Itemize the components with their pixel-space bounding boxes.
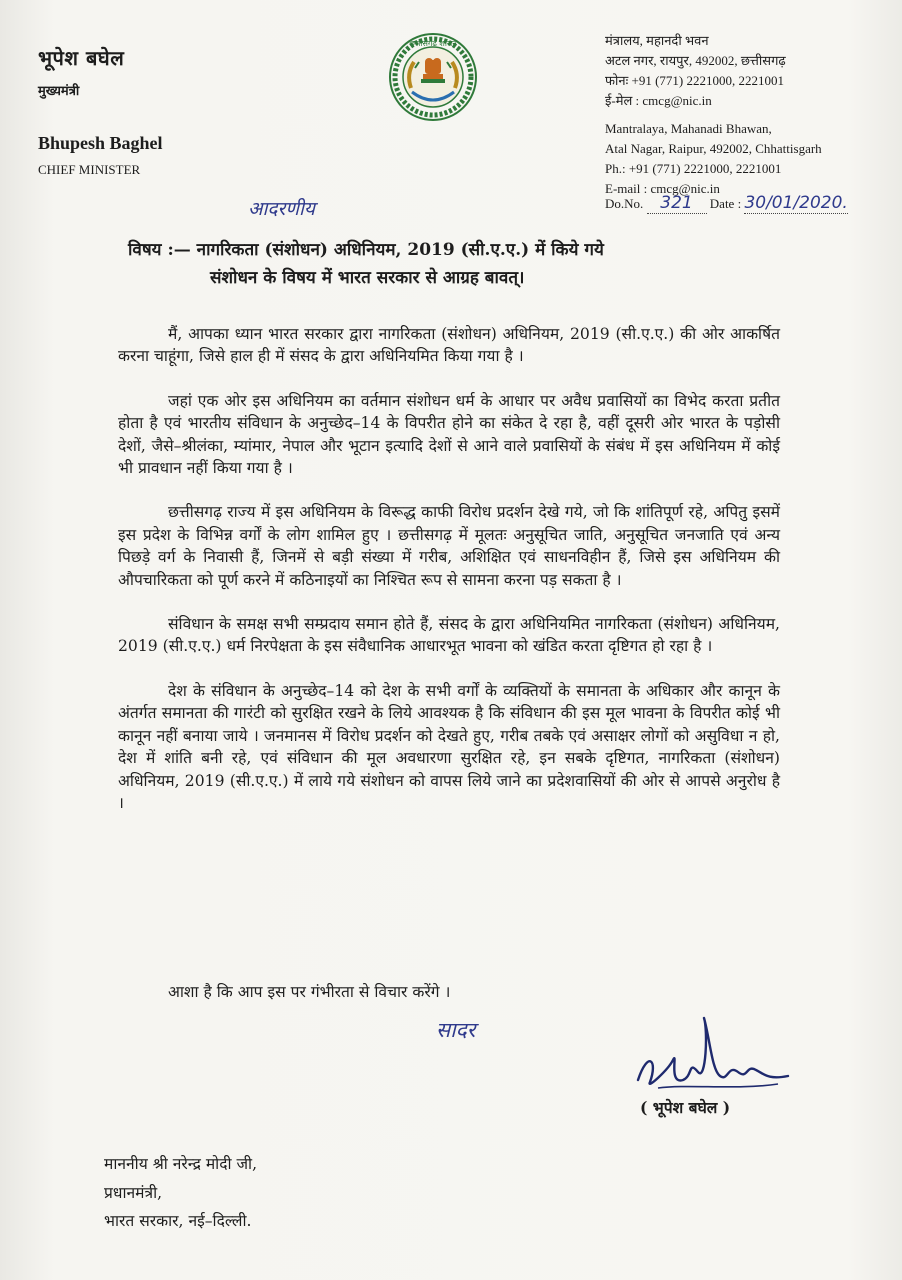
addressee-line1: माननीय श्री नरेन्द्र मोदी जी, <box>104 1155 258 1173</box>
letter-body <box>118 323 780 836</box>
address-hindi-line1: मंत्रालय, महानदी भवन <box>605 33 709 48</box>
body-paragraph: मैं, आपका ध्यान भारत सरकार द्वारा नागरिकता (संशोधन) अधिनियम, 2019 (सी.ए.ए.) की ओर आकर्षित करना चाहूंगा, जिसे हाल ही में संसद के द्वारा अधिनियमित किया गया है । <box>118 325 780 366</box>
office-address-block <box>605 31 822 199</box>
address-english-line2: Atal Nagar, Raipur, 492002, Chhattisgarh <box>605 141 822 156</box>
handwritten-salutation: आदरणीय <box>248 198 315 220</box>
sender-title-hindi: मुख्यमंत्री <box>38 84 80 99</box>
date-value: 30/01/2020. <box>744 193 848 213</box>
address-english-line1: Mantralaya, Mahanadi Bhawan, <box>605 121 772 136</box>
handwritten-regards: सादर <box>436 1018 476 1042</box>
addressee-line2: प्रधानमंत्री, <box>104 1183 163 1202</box>
body-paragraph: संविधान के समक्ष सभी सम्प्रदाय समान होते हैं, संसद के द्वारा अधिनियमित नागरिकता (संशोधन) अधिनियम, 2019 (सी.ए.ए.) धर्म निरपेक्षता के इस संवैधानिक आधारभूत भावना को खंडित करता दृष्टिगत हो रहा है । <box>118 615 780 656</box>
addressee-block <box>104 1150 257 1236</box>
signatory-name: ( भूपेश बघेल ) <box>640 1098 731 1117</box>
date-label: Date : <box>709 196 742 211</box>
sender-block <box>38 44 163 178</box>
sender-name-hindi: भूपेश बघेल <box>38 46 125 70</box>
closing-line: आशा है कि आप इस पर गंभीरता से विचार करेंगे । <box>168 983 451 1001</box>
do-number: 321 <box>660 193 693 213</box>
reference-line <box>605 193 848 214</box>
sender-title-english: CHIEF MINISTER <box>38 162 141 177</box>
email-english: E-mail : cmcg@nic.in <box>605 181 720 196</box>
addressee-line3: भारत सरकार, नई–दिल्ली. <box>104 1212 252 1230</box>
phone-hindi: फोनः +91 (771) 2221000, 2221001 <box>605 73 784 88</box>
body-paragraph: छत्तीसगढ़ राज्य में इस अधिनियम के विरूद्ध काफी विरोध प्रदर्शन देखे गये, जो कि शांतिपूर्ण रहे, अपितु इसमें इस प्रदेश के विभिन्न वर्गों के लोग शामिल हुए । छत्तीसगढ़ में मूलतः अनुसूचित जाति, अनुसूचित जनजाति एवं अन्य पिछड़े वर्ग के निवासी हैं, जिनमें से बड़ी संख्या में गरीब, अशिक्षित एवं साधनविहीन हैं, जिसे इस अधिनियम की औपचारिकता को पूर्ण करने में कठिनाइयों का निश्चित रूप से सामना करना पड़ सकता है । <box>118 503 780 589</box>
chhattisgarh-government-emblem-icon <box>388 32 478 122</box>
sender-name-english: Bhupesh Baghel <box>38 133 163 153</box>
subject-line2: संशोधन के विषय में भारत सरकार से आग्रह बावत्। <box>210 268 525 288</box>
body-paragraph: जहां एक ओर इस अधिनियम का वर्तमान संशोधन धर्म के आधार पर अवैध प्रवासियों का विभेद करता प्रतीत होता है एवं भारतीय संविधान के अनुच्छेद–14 के विपरीत होने का संकेत दे रहा है, वहीं दूसरी ओर भारत के पड़ोसी देशों, जैसे–श्रीलंका, म्यांमार, नेपाल और भूटान इत्यादि देशों से आने वाले प्रवासियों के संबंध में इस अधिनियम में कोई भी प्रावधान नहीं किया गया है । <box>118 391 780 478</box>
subject-line <box>128 236 788 292</box>
phone-english: Ph.: +91 (771) 2221000, 2221001 <box>605 161 782 176</box>
svg-text:छत्तीसगढ़ शासन: छत्तीसगढ़ शासन <box>409 39 457 48</box>
address-hindi-line2: अटल नगर, रायपुर, 492002, छत्तीसगढ़ <box>605 53 786 68</box>
subject-line1: विषय :— नागरिकता (संशोधन) अधिनियम, 2019 (सी.ए.ए.) में किये गये <box>128 240 604 260</box>
email-hindi: ई-मेल : cmcg@nic.in <box>605 93 712 108</box>
body-paragraph: देश के संविधान के अनुच्छेद–14 को देश के सभी वर्गों के व्यक्तियों के समानता के अधिकार और कानून के अंतर्गत समानता की गारंटी को सुरक्षित रखने के लिये आवश्यक है कि संविधान की इस मूल भावना के विपरीत कोई भी कानून नहीं बनाया जाये । जनमानस में विरोध प्रदर्शन को देखते हुए, गरीब तबके एवं असाक्षर लोगों को असुविधा न हो, देश में शांति बनी रहे, एवं संविधान की मूल अवधारणा सुरक्षित रहे, इन सबके दृष्टिगत, नागरिकता (संशोधन) अधिनियम, 2019 (सी.ए.ए.) में लाये गये संशोधन को वापस लिये जाने का प्रदेशवासियों की ओर से आपसे अनुरोध है । <box>118 681 780 812</box>
handwritten-signature-icon <box>628 1010 798 1100</box>
do-label: Do.No. <box>605 196 644 211</box>
